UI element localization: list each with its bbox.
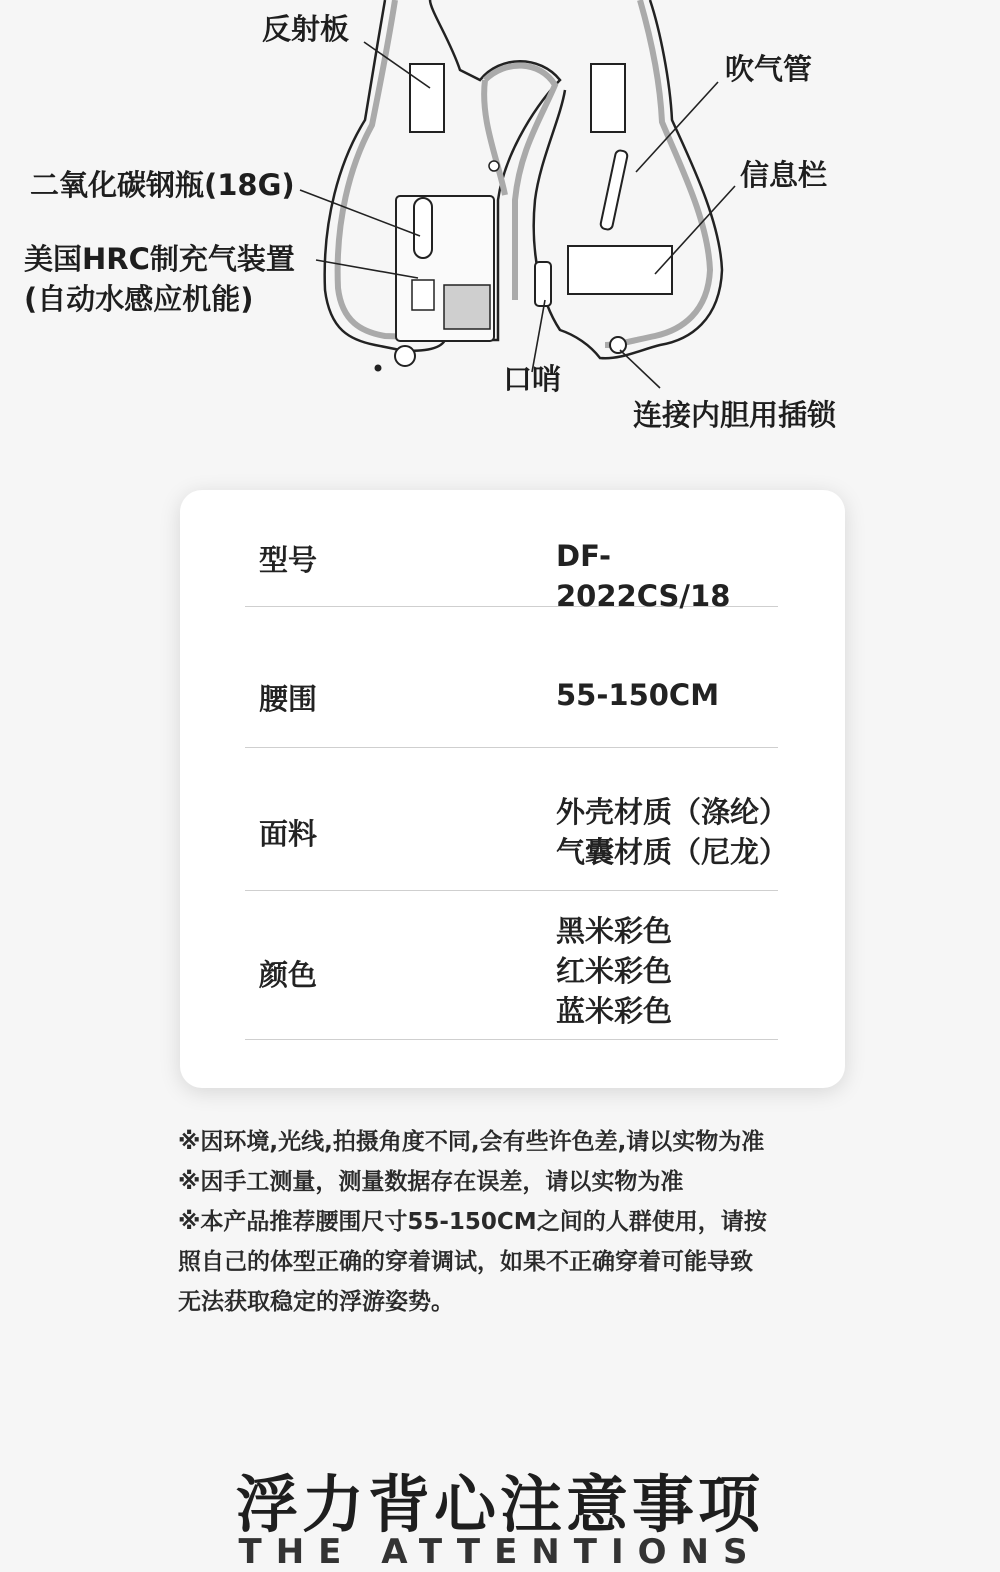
label-inner-lock: 连接内胆用插锁: [633, 398, 837, 432]
info-bar-shape: [568, 246, 672, 294]
product-diagram: [0, 0, 1000, 460]
inflation-tube-shape: [600, 150, 628, 231]
spec-value: 蓝米彩色: [556, 994, 673, 1028]
note-line: ※本产品推荐腰围尺寸55-150CM之间的人群使用，请按: [178, 1209, 767, 1235]
vest-illustration: [0, 0, 1000, 460]
spec-value: 红米彩色: [556, 954, 673, 988]
spec-key: 型号: [259, 543, 318, 577]
note-line: 无法获取稳定的浮游姿势。: [178, 1289, 454, 1315]
spec-card: [180, 490, 845, 1088]
label-inflator: 美国HRC制充气装置: [24, 242, 295, 276]
spec-key: 腰围: [259, 682, 318, 716]
spec-row-color: [245, 891, 778, 1040]
disclaimer-notes: [178, 1122, 858, 1322]
spec-value-list: [556, 792, 789, 872]
note-line: 照自己的体型正确的穿着调试，如果不正确穿着可能导致: [178, 1249, 753, 1275]
spec-value: DF-2022CS/18: [556, 539, 731, 613]
label-whistle: 口哨: [503, 362, 562, 396]
section-title: 浮力背心注意事项: [235, 1468, 764, 1541]
spec-value: 气囊材质（尼龙）: [556, 835, 789, 869]
whistle-shape: [535, 262, 551, 306]
spec-key: 面料: [259, 817, 318, 851]
spec-value: 黑米彩色: [556, 914, 673, 948]
spec-value: 55-150CM: [556, 678, 720, 712]
label-co2-cylinder: 二氧化碳钢瓶(18G): [30, 168, 295, 202]
spec-value-list: [556, 911, 672, 1031]
reflector-left: [410, 64, 444, 132]
label-info-bar: 信息栏: [740, 158, 828, 192]
lock-shape: [610, 337, 626, 353]
spec-value: 外壳材质（涤纶）: [556, 795, 789, 829]
spec-key: 颜色: [259, 958, 318, 992]
label-reflector: 反射板: [262, 12, 350, 46]
spec-row-fabric: [245, 748, 789, 891]
co2-cylinder-shape: [414, 198, 432, 258]
note-line: ※因环境,光线,拍摄角度不同,会有些许色差,请以实物为准: [178, 1129, 765, 1155]
reflector-right: [591, 64, 625, 132]
spec-row-model: [245, 520, 778, 613]
section-subtitle: THE ATTENTIONS: [238, 1532, 762, 1572]
spec-row-waist: [245, 607, 778, 748]
label-inflator-sub: (自动水感应机能): [24, 282, 254, 316]
note-line: ※因手工测量，测量数据存在误差，请以实物为准: [178, 1169, 684, 1195]
label-inflation-tube: 吹气管: [725, 52, 813, 86]
